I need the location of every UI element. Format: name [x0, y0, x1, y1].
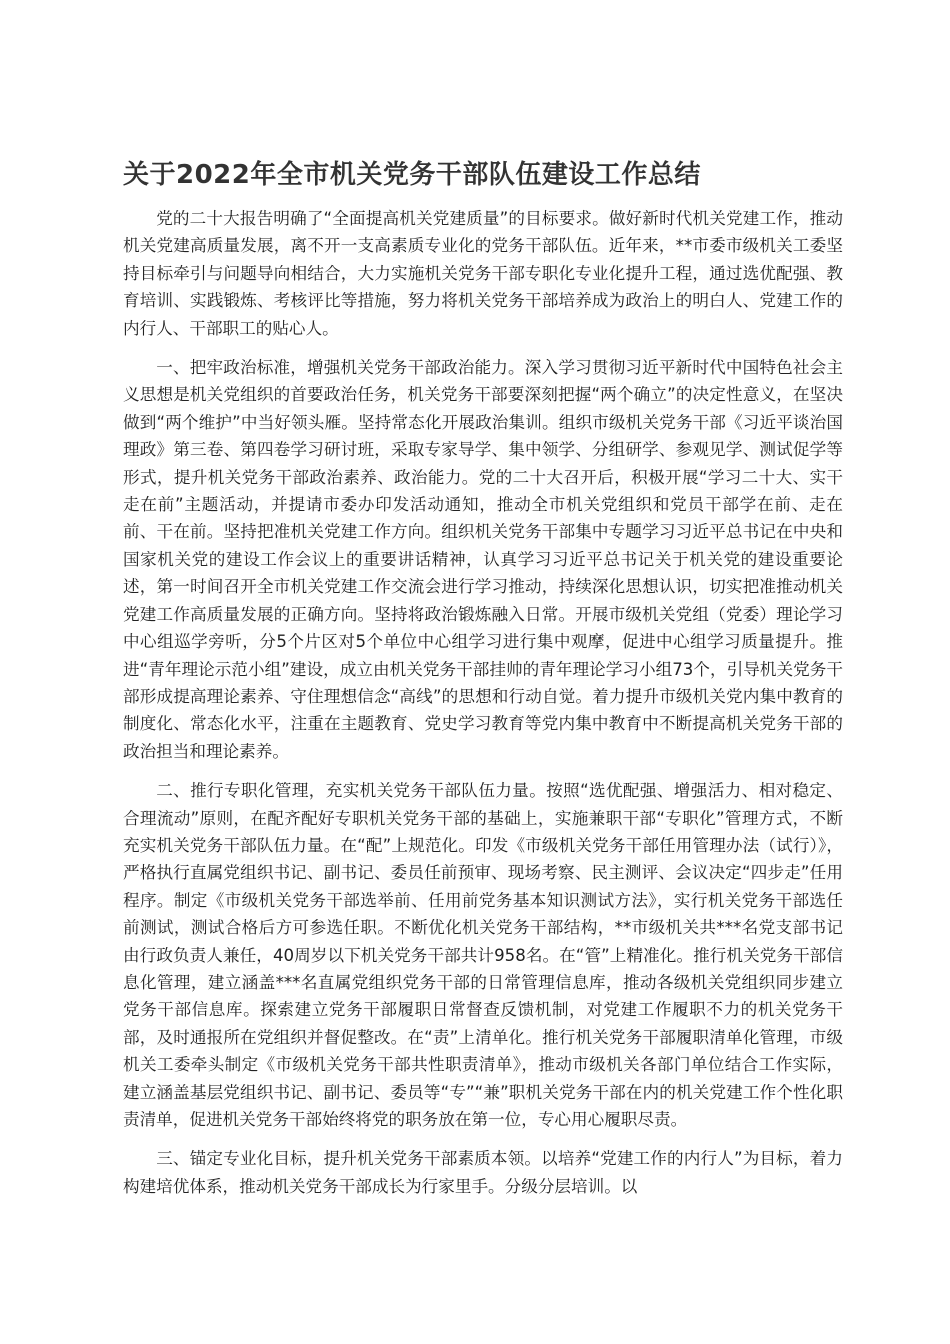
paragraph-section-2: 二、推行专职化管理，充实机关党务干部队伍力量。按照“选优配强、增强活力、相对稳定、合理流动”原则，在配齐配好专职机关党务干部的基础上，实施兼职干部“专职化”管理方式，不断充实机关党务干部队伍力量。在“配”上规范化。印发《市级机关党务干部任用管理办法（试行）》，严格执行直属党组织书记、副书记、委员任前预审、现场考察、民主测评、会议决定“四步走”任用程序。制定《市级机关党务干部选举前、任用前党务基本知识测试方法》，实行机关党务干部选任前测试，测试合格后方可参选任职。不断优化机关党务干部结构，**市级机关共***名党支部书记由行政负责人兼任，40周岁以下机关党务干部共计958名。在“管”上精准化。推行机关党务干部信息化管理，建立涵盖***名直属党组织党务干部的日常管理信息库，推动各级机关党组织同步建立党务干部信息库。探索建立党务干部履职日常督查反馈机制，对党建工作履职不力的机关党务干部，及时通报所在党组织并督促整改。在“责”上清单化。推行机关党务干部履职清单化管理，市级机关工委牵头制定《市级机关党务干部共性职责清单》，推动市级机关各部门单位结合工作实际，建立涵盖基层党组织书记、副书记、委员等“专”“兼”职机关党务干部在内的机关党建工作个性化职责清单，促进机关党务干部始终将党的职务放在第一位，专心用心履职尽责。 [123, 781, 843, 1129]
document-body [123, 205, 843, 1212]
document-title: 关于2022年全市机关党务干部队伍建设工作总结 [123, 160, 701, 190]
paragraph-intro: 党的二十大报告明确了“全面提高机关党建质量”的目标要求。做好新时代机关党建工作，推动机关党建高质量发展，离不开一支高素质专业化的党务干部队伍。近年来，**市委市级机关工委坚持目标牵引与问题导向相结合，大力实施机关党务干部专职化专业化提升工程，通过选优配强、教育培训、实践锻炼、考核评比等措施，努力将机关党务干部培养成为政治上的明白人、党建工作的内行人、干部职工的贴心人。 [123, 209, 843, 338]
paragraph-section-3: 三、锚定专业化目标，提升机关党务干部素质本领。以培养“党建工作的内行人”为目标，着力构建培优体系，推动机关党务干部成长为行家里手。分级分层培训。以 [123, 1149, 843, 1196]
paragraph-section-1: 一、把牢政治标准，增强机关党务干部政治能力。深入学习贯彻习近平新时代中国特色社会主义思想是机关党组织的首要政治任务，机关党务干部要深刻把握“两个确立”的决定性意义，在坚决做到“两个维护”中当好领头雁。坚持常态化开展政治集训。组织市级机关党务干部《习近平谈治国理政》第三卷、第四卷学习研讨班，采取专家导学、集中领学、分组研学、参观见学、测试促学等形式，提升机关党务干部政治素养、政治能力。党的二十大召开后，积极开展“学习二十大、实干走在前”主题活动，并提请市委办印发活动通知，推动全市机关党组织和党员干部学在前、走在前、干在前。坚持把准机关党建工作方向。组织机关党务干部集中专题学习习近平总书记在中央和国家机关党的建设工作会议上的重要讲话精神，认真学习习近平总书记关于机关党的建设重要论述，第一时间召开全市机关党建工作交流会进行学习推动，持续深化思想认识，切实把准推动机关党建工作高质量发展的正确方向。坚持将政治锻炼融入日常。开展市级机关党组（党委）理论学习中心组巡学旁听，分5个片区对5个单位中心组学习进行集中观摩，促进中心组学习质量提升。推进“青年理论示范小组”建设，成立由机关党务干部挂帅的青年理论学习小组73个，引导机关党务干部形成提高理论素养、守住理想信念“高线”的思想和行动自觉。着力提升市级机关党内集中教育的制度化、常态化水平，注重在主题教育、党史学习教育等党内集中教育中不断提高机关党务干部的政治担当和理论素养。 [123, 358, 843, 761]
